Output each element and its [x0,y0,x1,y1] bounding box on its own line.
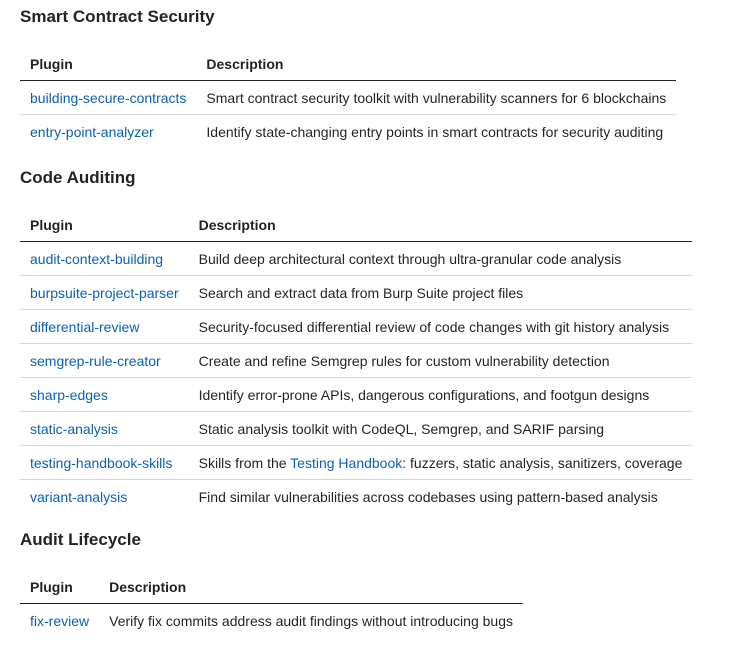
table-row [20,81,676,115]
column-header-description: Description [196,47,676,81]
plugin-description [189,446,693,480]
column-header-plugin: Plugin [20,208,189,242]
plugin-description: Search and extract data from Burp Suite project files [189,276,693,310]
table-header-row [20,208,692,242]
plugin-description: Static analysis toolkit with CodeQL, Semgrep, and SARIF parsing [189,412,693,446]
testing-handbook-link[interactable]: Testing Handbook [290,454,403,471]
plugin-description: Find similar vulnerabilities across codebases using pattern-based analysis [198,488,658,505]
plugin-description: Smart contract security toolkit with vulnerability scanners for 6 blockchains [196,81,676,115]
table-row [20,242,692,276]
plugin-link-entry-point-analyzer[interactable]: entry-point-analyzer [30,123,154,140]
table-row [20,310,692,344]
plugin-table [20,570,523,637]
column-header-plugin: Plugin [20,570,99,604]
section-title: Audit Lifecycle [20,530,141,549]
plugin-description: Security-focused differential review of code changes with git history analysis [189,310,693,344]
table-row [20,604,523,638]
table-row [20,344,692,378]
column-header-plugin: Plugin [20,47,196,81]
table-row [20,115,676,149]
plugin-link-differential-review[interactable]: differential-review [30,318,140,335]
table-header-row [20,47,676,81]
section-code-auditing [20,167,692,513]
table-row [20,276,692,310]
plugin-link-semgrep-rule-creator[interactable]: semgrep-rule-creator [30,352,161,369]
table-row [20,412,692,446]
plugin-link-fix-review[interactable]: fix-review [30,612,90,629]
plugin-link-building-secure-contracts[interactable]: building-secure-contracts [30,89,187,106]
plugin-link-audit-context-building[interactable]: audit-context-building [30,250,164,267]
column-header-description: Description [189,208,693,242]
section-title: Smart Contract Security [20,7,215,26]
table-row [20,378,692,412]
plugin-link-testing-handbook-skills[interactable]: testing-handbook-skills [30,454,173,471]
description-text-suffix: : fuzzers, static analysis, sanitizers, coverage [402,454,683,471]
plugin-description: Create and refine Semgrep rules for custom vulnerability detection [189,344,693,378]
section-smart-contract-security [20,6,676,148]
table-row [20,446,692,480]
table-header-row [20,570,523,604]
plugin-link-burpsuite-project-parser[interactable]: burpsuite-project-parser [30,284,179,301]
plugin-link-sharp-edges[interactable]: sharp-edges [30,386,108,403]
plugin-description: Identify error-prone APIs, dangerous configurations, and footgun designs [189,378,693,412]
plugin-description: Build deep architectural context through ultra-granular code analysis [189,242,693,276]
plugin-link-static-analysis[interactable]: static-analysis [30,420,118,437]
plugin-table [20,47,676,148]
description-text-prefix: Skills from the [198,454,291,471]
plugin-table [20,208,692,513]
table-row [20,480,692,514]
section-audit-lifecycle [20,529,523,637]
section-title: Code Auditing [20,168,136,187]
column-header-description: Description [99,570,523,604]
plugin-description: Verify fix commits address audit findings without introducing bugs [109,612,513,629]
plugin-description: Identify state-changing entry points in smart contracts for security auditing [206,123,664,140]
plugin-link-variant-analysis[interactable]: variant-analysis [30,488,128,505]
